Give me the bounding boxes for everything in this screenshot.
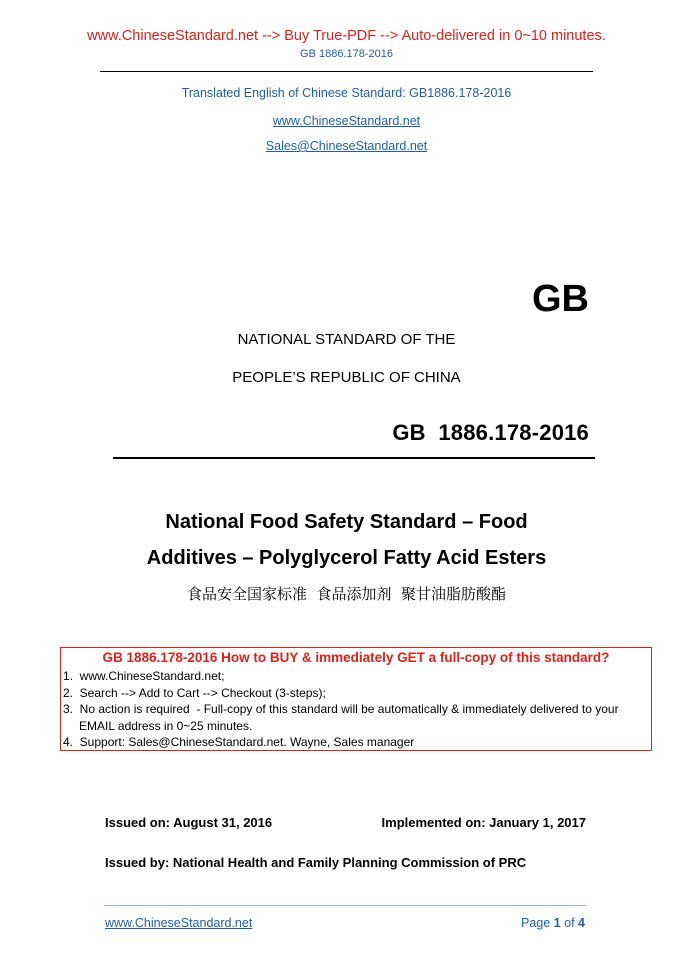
page-total: 4 bbox=[578, 916, 585, 930]
sales-email-link[interactable]: Sales@ChineseStandard.net bbox=[265, 139, 428, 153]
issuing-authority: Issued by: National Health and Family Planning Commission of PRC bbox=[105, 855, 527, 870]
buy-step: 4. Support: Sales@ChineseStandard.net. Wayne, Sales manager bbox=[63, 735, 415, 749]
translated-note: Translated English of Chinese Standard: GB1886.178-2016 bbox=[181, 86, 512, 100]
buy-step: 1. www.ChineseStandard.net; bbox=[63, 669, 225, 683]
page-label: Page bbox=[521, 916, 554, 930]
title-line1: National Food Safety Standard – Food bbox=[165, 511, 528, 533]
national-standard-line2: PEOPLE’S REPUBLIC OF CHINA bbox=[232, 369, 461, 386]
footer-divider bbox=[104, 905, 586, 906]
header-divider bbox=[100, 71, 593, 72]
buy-step: 3. No action is required - Full-copy of this standard will be automatically & immediately delivered to your EMAIL address in 0~25 minutes. bbox=[63, 702, 622, 733]
issued-date: Issued on: August 31, 2016 bbox=[105, 815, 273, 830]
standard-code: GB 1886.178-2016 bbox=[392, 420, 589, 445]
header-standard-code: GB 1886.178-2016 bbox=[300, 48, 393, 60]
implemented-date: Implemented on: January 1, 2017 bbox=[381, 815, 586, 830]
top-banner: www.ChineseStandard.net --> Buy True-PDF --> Auto-delivered in 0~10 minutes. bbox=[87, 28, 606, 44]
buy-box-title: GB 1886.178-2016 How to BUY & immediately GET a full-copy of this standard? bbox=[102, 650, 610, 665]
site-link[interactable]: www.ChineseStandard.net bbox=[272, 114, 421, 128]
code-divider bbox=[113, 457, 595, 459]
buy-instructions-box bbox=[60, 647, 652, 751]
buy-steps-list bbox=[63, 668, 649, 751]
gb-mark: GB bbox=[532, 278, 589, 320]
buy-step: 2. Search --> Add to Cart --> Checkout (3-steps); bbox=[63, 685, 326, 700]
page-of: of bbox=[560, 916, 579, 930]
page-number bbox=[521, 916, 585, 930]
title-line2: Additives – Polyglycerol Fatty Acid Esters bbox=[146, 547, 547, 569]
national-standard-line1: NATIONAL STANDARD OF THE bbox=[237, 331, 456, 348]
page-current: 1 bbox=[553, 916, 561, 930]
title-chinese: 食品安全国家标准 食品添加剂 聚甘油脂肪酸酯 bbox=[186, 585, 507, 603]
footer-site-link[interactable]: www.ChineseStandard.net bbox=[105, 916, 253, 930]
